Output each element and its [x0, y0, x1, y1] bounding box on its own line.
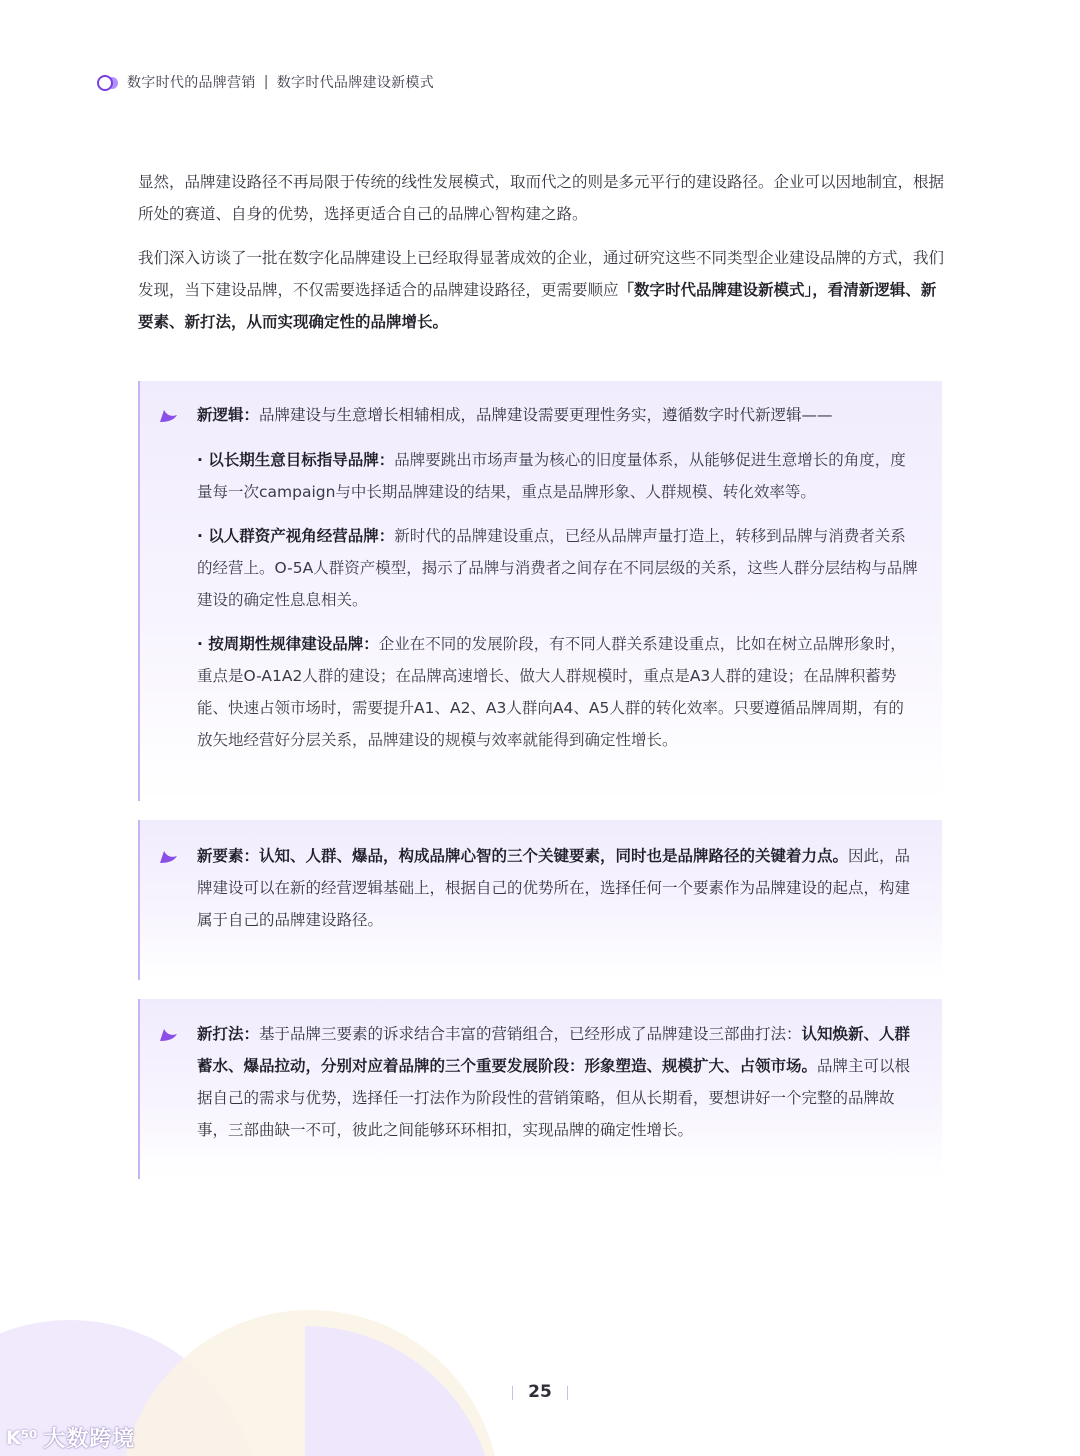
watermark-text: 大数跨境: [43, 1427, 136, 1452]
header-section: 数字时代的品牌营销: [127, 75, 256, 91]
page-number: 25: [512, 1382, 568, 1402]
card-tactics-label: 新打法：: [197, 1025, 260, 1043]
card-new-logic: [138, 381, 942, 801]
card-elements-label: 新要素：: [197, 847, 260, 865]
card-elements-head: [140, 840, 942, 936]
bullet-1-text: 品牌要跳出市场声量为核心的旧度量体系，从能够促进生意增长的角度，度量每一次campaign与中长期品牌建设的结果，重点是品牌形象、人群规模、转化效率等。: [197, 451, 906, 501]
intro-p2-text: [138, 242, 944, 338]
bullet-2-title: · 以人群资产视角经营品牌：: [197, 527, 395, 545]
card-tactics-head: [140, 1018, 942, 1146]
bullet-3-title: · 按周期性规律建设品牌：: [197, 635, 379, 653]
leaf-icon: [158, 850, 178, 864]
card-elements-bold: 认知、人群、爆品，构成品牌心智的三个关键要素，同时也是品牌路径的关键着力点。: [259, 847, 849, 865]
card-tactics-text1: 基于品牌三要素的诉求结合丰富的营销组合，已经形成了品牌建设三部曲打法：: [259, 1025, 802, 1043]
leaf-icon: [158, 409, 178, 423]
card-logic-head: [140, 399, 942, 431]
card-logic-label: 新逻辑：: [197, 406, 260, 424]
ring-logo-icon: [97, 75, 119, 89]
card-tactics-text2: 品牌主可以根据自己的需求与优势，选择任一打法作为阶段性的营销策略，但从长期看，要想讲好一个完整的品牌故事，三部曲缺一不可，彼此之间能够环环相扣，实现品牌的确定性增长。: [197, 1057, 911, 1139]
logic-bullet-2: [140, 520, 942, 616]
header-title: 数字时代品牌建设新模式: [276, 75, 435, 91]
card-new-tactics: [138, 999, 942, 1179]
bullet-3-text: 企业在不同的发展阶段，有不同人群关系建设重点，比如在树立品牌形象时，重点是O-A1A2人群的建设；在品牌高速增长、做大人群规模时，重点是A3人群的建设；在品牌积蓄势能、快速占领市场时，需要提升A1、A2、A3人群向A4、A5人群的转化效率。只要遵循品牌周期，有的放矢地经营好分层关系，品牌建设的规模与效率就能得到确定性增长。: [197, 635, 906, 749]
intro-paragraph-2: [138, 242, 944, 338]
leaf-icon: [158, 1028, 178, 1042]
page-header: [97, 70, 434, 94]
card-logic-text: 品牌建设与生意增长相辅相成，品牌建设需要更理性务实，遵循数字时代新逻辑——: [259, 406, 833, 424]
watermark: [6, 1422, 135, 1453]
logic-bullet-3: [140, 628, 942, 756]
card-new-elements: [138, 820, 942, 980]
intro-paragraph-1: [138, 166, 944, 230]
page-footer: [0, 1290, 1080, 1456]
intro-p2-plain: 我们深入访谈了一批在数字化品牌建设上已经取得显著成效的企业，通过研究这些不同类型企业建设品牌的方式，我们发现，当下建设品牌，不仅需要选择适合的品牌建设路径，更需要顺应: [138, 249, 945, 299]
watermark-logo-icon: K⁵⁰: [6, 1426, 38, 1449]
intro-p1-text: 显然，品牌建设路径不再局限于传统的线性发展模式，取而代之的则是多元平行的建设路径。企业可以因地制宜，根据所处的赛道、自身的优势，选择更适合自己的品牌心智构建之路。: [138, 173, 945, 223]
logic-bullet-1: [140, 444, 942, 508]
card-tactics-bold: 认知焕新、人群蓄水、爆品拉动，分别对应着品牌的三个重要发展阶段：形象塑造、规模扩大、占领市场。: [197, 1025, 911, 1075]
intro-p2-bold: 「数字时代品牌建设新模式」，看清新逻辑、新要素、新打法，从而实现确定性的品牌增长。: [138, 281, 937, 331]
bullet-2-text: 新时代的品牌建设重点，已经从品牌声量打造上，转移到品牌与消费者关系的经营上。O-5A人群资产模型，揭示了品牌与消费者之间存在不同层级的关系，这些人群分层结构与品牌建设的确定性息息相关。: [197, 527, 918, 609]
card-elements-text: 因此，品牌建设可以在新的经营逻辑基础上，根据自己的优势所在，选择任何一个要素作为品牌建设的起点，构建属于自己的品牌建设路径。: [197, 847, 911, 929]
header-divider: |: [263, 74, 269, 90]
bullet-1-title: · 以长期生意目标指导品牌：: [197, 451, 395, 469]
